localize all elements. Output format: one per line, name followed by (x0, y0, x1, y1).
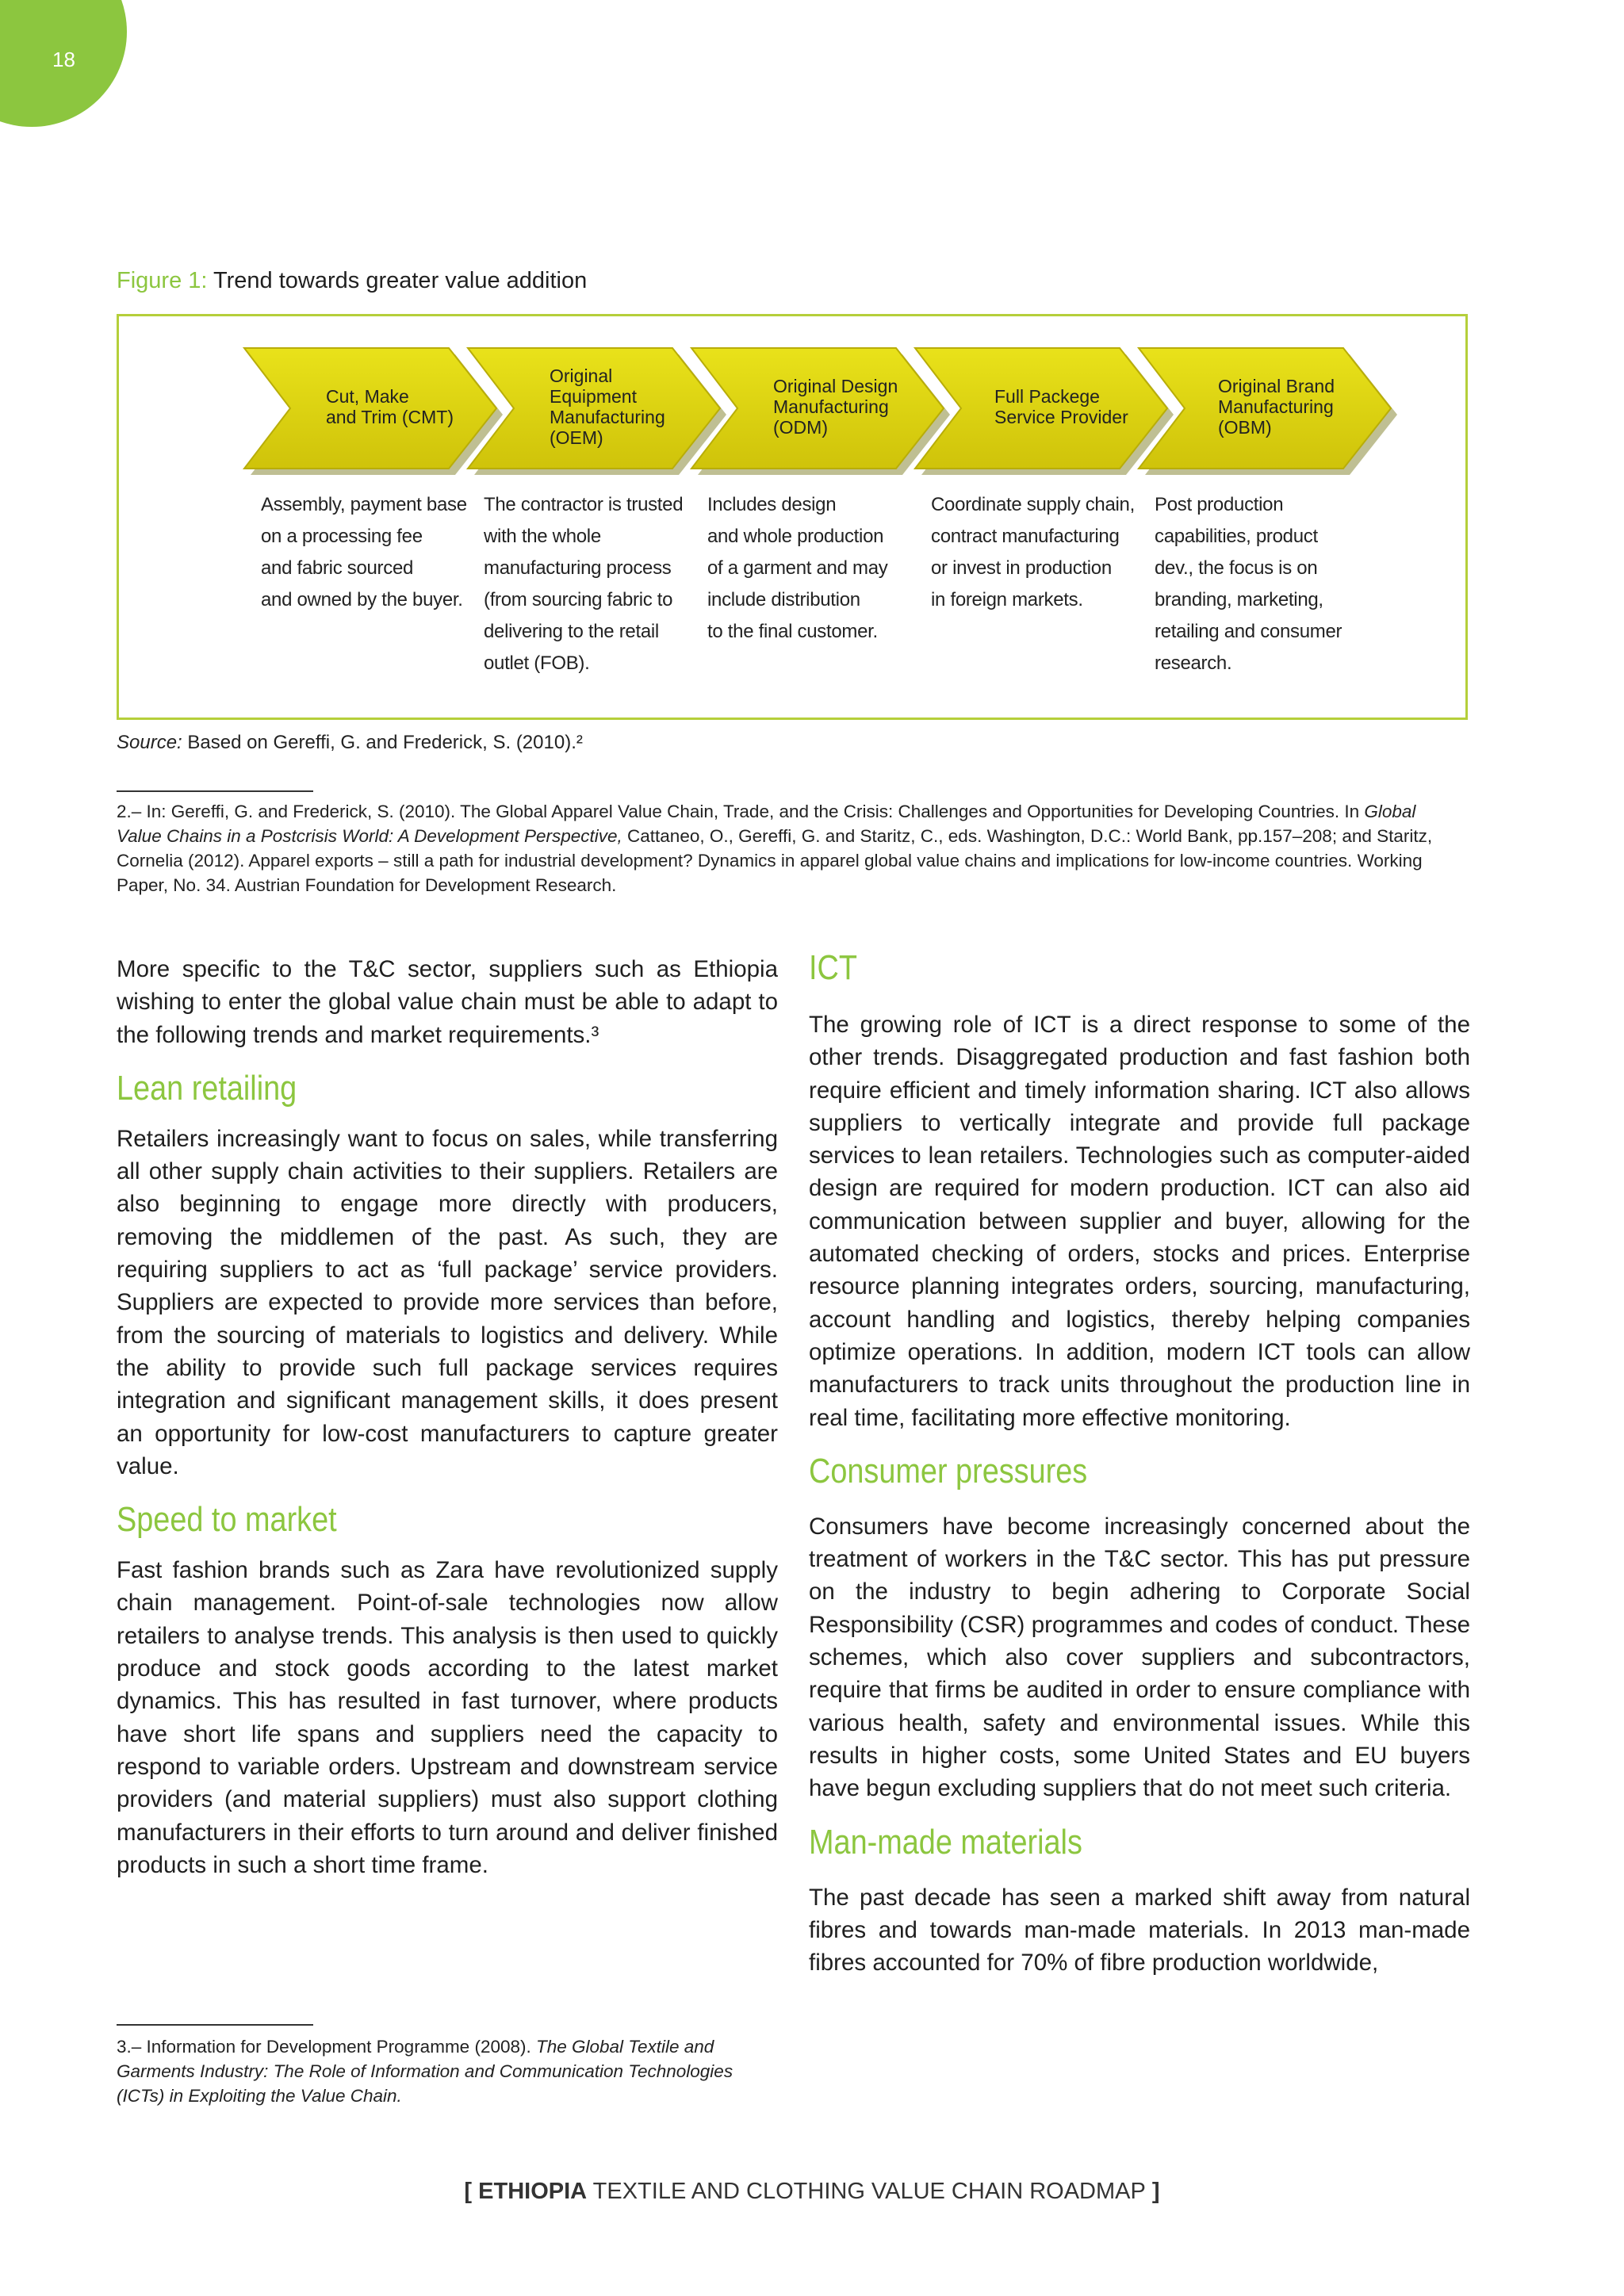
footnote-3-italic: The Global Textile and Garments Industry: The Role of Information and Communication Technologies (ICTs) in Exploiting the Value Chain. (117, 2037, 733, 2106)
step-title-cmt: Cut, Make and Trim (CMT) (326, 386, 454, 427)
heading-speed-to-market: Speed to market (117, 1500, 337, 1540)
paragraph-speed-to-market: Fast fashion brands such as Zara have revolutionized supply chain management. Point-of-sale technologies now allow retailers to analyse trends. This analysis is then used to quickly produce and stock goods according to the latest market dynamics. This has resulted in fast turnover, where products have short life spans and suppliers need the capacity to respond to variable orders. Upstream and downstream service providers (and material suppliers) must also support clothing manufacturers in their efforts to turn around and deliver finished products in such a short time frame. (117, 1557, 778, 1878)
intro-paragraph: More specific to the T&C sector, suppliers such as Ethiopia wishing to enter the global value chain must be able to adapt to the following trends and market requirements.³ (117, 956, 778, 1048)
paragraph-lean-retailing: Retailers increasingly want to focus on sales, while transferring all other supply chain activities to their suppliers. Retailers are also beginning to engage more directly with producers, removing the middlemen of the past. As such, they are requiring suppliers to act as ‘full package’ service providers. Suppliers are expected to provide more services than before, from the sourcing of materials to logistics and delivery. While the ability to provide such full package services requires integration and significant management skills, it does present an opportunity for low-cost manufacturers to capture greater value. (117, 1125, 778, 1479)
figure-caption (117, 268, 587, 294)
page-number: 18 (52, 48, 75, 71)
footnote-2-italic: Global Value Chains in a Postcrisis World: A Development Perspective, (117, 802, 1416, 846)
paragraph-ict: The growing role of ICT is a direct response to some of the other trends. Disaggregated production and fast fashion both require efficient and timely information sharing. ICT also allows suppliers to vertically integrate and provide full package services to lean retailers. Technologies such as computer-aided design are required for modern production. ICT can also aid communication between supplier and buyer, allowing for the automated checking of orders, stocks and prices. Enterprise resource planning integrates orders, sourcing, manufacturing, account handling and logistics, thereby helping companies optimize operations. In addition, modern ICT tools can allow manufacturers to track units throughout the production line in real time, facilitating more effective monitoring. (809, 1012, 1470, 1431)
footer-bracket-open: [ (464, 2179, 479, 2204)
figure-title: Trend towards greater value addition (213, 268, 588, 293)
step-desc-full-package: Coordinate supply chain, contract manufacturing or invest in production in foreign markets. (931, 494, 1135, 610)
footnote-rule-2 (117, 790, 313, 792)
source-text: Based on Gereffi, G. and Frederick, S. (2010).² (187, 732, 583, 753)
left-column (117, 953, 778, 1881)
footnote-3 (117, 2034, 743, 2108)
footnote-2 (117, 799, 1465, 897)
source-label: Source: (117, 732, 182, 753)
figure-box (117, 314, 1468, 720)
step-title-odm: Original Design Manufacturing (ODM) (773, 376, 898, 438)
step-desc-oem: The contractor is trusted with the whole manufacturing process (from sourcing fabric to delivering to the retail outlet (FOB). (484, 494, 684, 674)
right-column (809, 948, 1470, 1979)
step-title-oem: Original Equipment Manufacturing (OEM) (550, 365, 665, 448)
footnote-2-text: 2.– In: Gereffi, G. and Frederick, S. (2010). The Global Apparel Value Chain, Trade, and the Crisis: Challenges and Opportunities for Developing Countries. In (117, 802, 1365, 821)
footnote-2-text-cont: Cattaneo, O., Gereffi, G. and Staritz, C., eds. Washington, D.C.: World Bank, pp.157–208; and Staritz, Cornelia (2012). Apparel exports – still a path for industrial development? Dynamics in apparel global value chains and implications for low-income countries. Working Paper, No. 34. Austrian Foundation for Development Research. (117, 826, 1433, 895)
paragraph-consumer-pressures: Consumers have become increasingly concerned about the treatment of workers in the T&C sector. This has put pressure on the industry to begin adhering to Corporate Social Responsibility (CSR) programmes and codes of conduct. These schemes, which also cover suppliers and subcontractors, require that firms be audited in order to ensure compliance with various health, safety and environmental issues. While this results in higher costs, some United States and EU buyers have begun excluding suppliers that do not meet such criteria. (809, 1513, 1470, 1802)
heading-man-made-materials: Man-made materials (809, 1822, 1082, 1862)
step-desc-odm: Includes design and whole production of a garment and may include distribution to the final customer. (707, 494, 888, 642)
footer-title: TEXTILE AND CLOTHING VALUE CHAIN ROADMAP (587, 2179, 1146, 2204)
figure-label: Figure 1: (117, 268, 208, 293)
step-title-full-package: Full Packege Service Provider (994, 386, 1128, 427)
heading-lean-retailing: Lean retailing (117, 1068, 297, 1108)
footer-bracket-close: ] (1145, 2179, 1160, 2204)
page-footer (0, 2179, 1624, 2205)
footnote-rule-3 (117, 2024, 313, 2026)
footer-country: ETHIOPIA (478, 2179, 588, 2204)
footnote-3-text: 3.– Information for Development Programme (2008). (117, 2037, 536, 2057)
step-desc-cmt: Assembly, payment base on a processing fee and fabric sourced and owned by the buyer. (261, 494, 467, 610)
heading-consumer-pressures: Consumer pressures (809, 1451, 1088, 1490)
step-title-obm: Original Brand Manufacturing (OBM) (1218, 376, 1335, 438)
paragraph-man-made-materials: The past decade has seen a marked shift away from natural fibres and towards man-made materials. In 2013 man-made fibres accounted for 70% of fibre production worldwide, (809, 1884, 1470, 1976)
step-desc-obm: Post production capabilities, product dev., the focus is on branding, marketing, retailing and consumer research. (1155, 494, 1342, 674)
figure-source (117, 732, 583, 754)
heading-ict: ICT (809, 948, 857, 987)
